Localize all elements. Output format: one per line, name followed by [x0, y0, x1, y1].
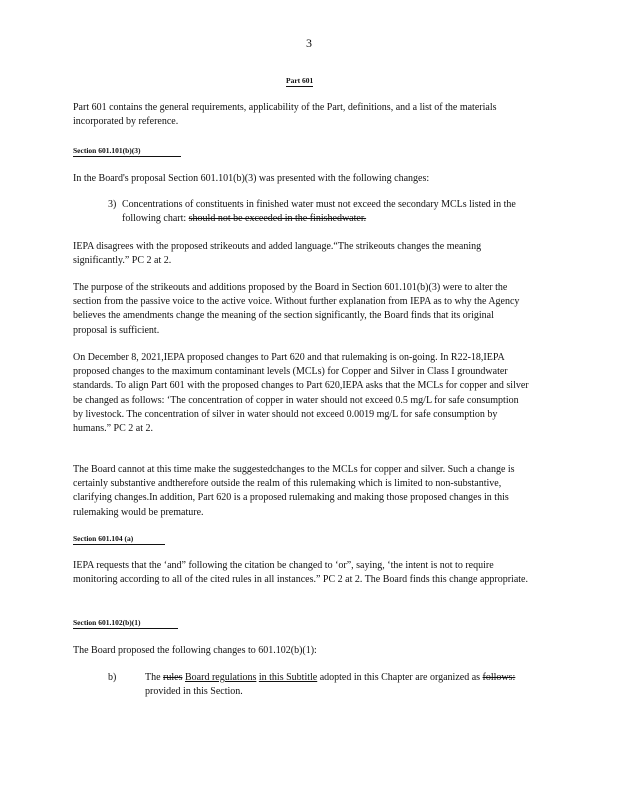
item-number-3: 3) — [108, 199, 117, 210]
section-heading-601-104: Section 601.104 (a) — [73, 534, 165, 545]
paragraph-board-cannot: The Board cannot at this time make the suggestedchanges to the MCLs for copper and silver. Such a change is certainly substantive andtherefore outside the realm of this rulemaking which is limited to non-substantive, clarifying changes.In addition, Part 620 is a proposed rulemaking and making those proposed changes in this rulemaking would be premature. — [73, 464, 515, 518]
paragraph-december: On December 8, 2021,IEPA proposed changes to Part 620 and that rulemaking is on-going. In R22-18,IEPA proposed changes to the maximum contaminant levels (MCLs) for Copper and Silver in Class I groundwater standards. To align Part 601 with the proposed changes to Part 620,IEPA asks that the MCLs for copper and silver be changed as follows: ‘The concentration of copper in water should not exceed 0.5 mg/L for safe consumption by livestock. The concentration of silver in water should not exceed 0.0019 mg/L for safe consumption by humans.” PC 2 at 2. — [73, 352, 529, 435]
item-middle-text: adopted in this Chapter are organized as — [319, 672, 481, 683]
paragraph-intro: Part 601 contains the general requirements, applicability of the Part, definitions, and a list of the materials incorporated by reference. — [73, 102, 497, 128]
item-subtitle-added: in this Subtitle — [258, 672, 318, 683]
paragraph-iepa-disagrees: IEPA disagrees with the proposed strikeouts and added language.“The strikeouts changes the meaning significantly.” PC 2 at 2. — [73, 241, 482, 267]
section-heading-601-102: Section 601.102(b)(1) — [73, 618, 178, 629]
item-text: Concentrations of constituents in finished water must not exceed the secondary MCLs listed in the following chart: — [122, 199, 516, 225]
paragraph-board-proposed: The Board proposed the following changes to 601.102(b)(1): — [73, 645, 317, 656]
page-number: 3 — [306, 36, 312, 50]
list-item-concentrations — [122, 198, 532, 226]
item-strikeout-text: should not be exceeded in the finishedwater. — [188, 213, 367, 225]
item-the: The — [145, 672, 161, 683]
section-heading-601-101: Section 601.101(b)(3) — [73, 146, 181, 157]
item-end-text: provided in this Section. — [145, 686, 243, 698]
part-heading: Part 601 — [286, 76, 314, 85]
paragraph-iepa-requests: IEPA requests that the ‘and” following the citation be changed to ‘or”, saying, ‘the intent is not to require monitoring according to all of the cited rules in all instances.” PC 2 at 2. The Board finds this change appropriate. — [73, 560, 528, 586]
paragraph-purpose: The purpose of the strikeouts and additions proposed by the Board in Section 601.101(b)(3) were to alter the section from the passive voice to the active voice. Without further explanation from IEPA as to why the Agency believes the amendments change the meaning of the section significantly, the Board finds that its original proposal is sufficient. — [73, 282, 520, 336]
list-item-board-regulations — [145, 671, 535, 699]
item-rules-strikeout: rules — [163, 672, 183, 683]
item-letter-b: b) — [108, 672, 117, 683]
paragraph-proposal-intro: In the Board's proposal Section 601.101(b)(3) was presented with the following changes: — [73, 173, 430, 184]
item-board-regulations-added: Board regulations — [185, 672, 257, 683]
item-follows-strikeout: follows: — [482, 672, 516, 683]
